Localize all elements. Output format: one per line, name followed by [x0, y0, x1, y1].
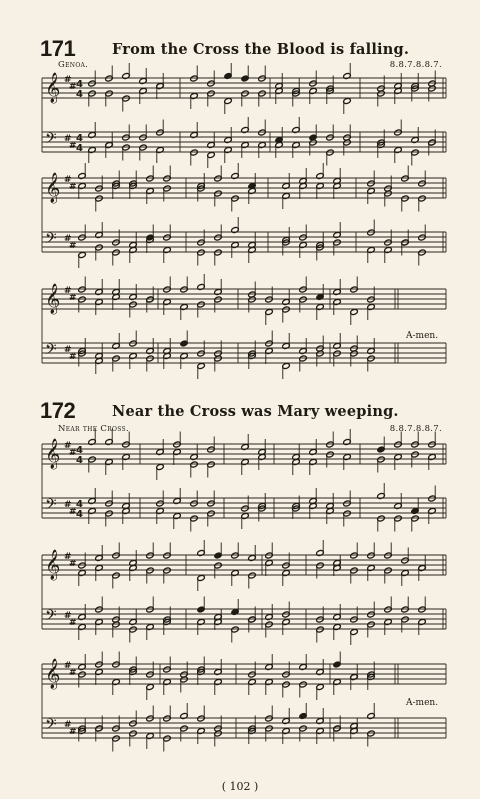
treble-clef-icon: 𝄞 — [45, 173, 61, 203]
meter: 8.8.7.8.8.7. — [389, 424, 442, 434]
sharp-icon: # — [69, 559, 77, 569]
treble-clef-icon: 𝄞 — [45, 659, 61, 689]
sharp-icon: # — [69, 668, 77, 678]
sharp-icon: # — [64, 441, 72, 451]
sharp-icon: # — [64, 552, 72, 562]
hymn-title: From the Cross the Blood is falling. — [112, 41, 410, 58]
hymn-title: Near the Cross was Mary weeping. — [112, 403, 399, 420]
sharp-icon: # — [69, 352, 77, 362]
meter: 8.8.7.8.8.7. — [389, 60, 442, 70]
page-number: ( 102 ) — [221, 780, 259, 793]
sharp-icon: # — [64, 500, 72, 510]
treble-clef-icon: 𝄞 — [45, 284, 61, 314]
sharp-icon: # — [64, 234, 72, 244]
sharp-icon: # — [69, 82, 77, 92]
sharp-icon: # — [64, 134, 72, 144]
sharp-icon: # — [69, 507, 77, 517]
hymn-number: 172 — [40, 398, 76, 423]
sharp-icon: # — [64, 345, 72, 355]
time-signature: 4 — [76, 133, 83, 144]
time-signature: 4 — [76, 445, 83, 456]
sharp-icon: # — [69, 241, 77, 251]
time-signature: 4 — [76, 79, 83, 90]
amen-label-172: A-men. — [406, 698, 439, 708]
bass-clef-icon: 𝄢 — [45, 341, 57, 362]
tune-name: Near the Cross. — [58, 424, 129, 434]
amen-label-171: A-men. — [406, 331, 439, 341]
sharp-icon: # — [69, 293, 77, 303]
treble-clef-icon: 𝄞 — [45, 439, 61, 469]
sharp-icon: # — [69, 448, 77, 458]
sharp-icon: # — [64, 611, 72, 621]
sharp-icon: # — [69, 182, 77, 192]
bass-clef-icon: 𝄢 — [45, 230, 57, 251]
sharp-icon: # — [64, 286, 72, 296]
bass-clef-icon: 𝄢 — [45, 716, 57, 737]
treble-clef-icon: 𝄞 — [45, 73, 61, 103]
sharp-icon: # — [69, 727, 77, 737]
treble-clef-icon: 𝄞 — [45, 550, 61, 580]
bass-clef-icon: 𝄢 — [45, 496, 57, 517]
bass-clef-icon: 𝄢 — [45, 130, 57, 151]
sharp-icon: # — [69, 141, 77, 151]
tune-name: Genoa. — [58, 60, 89, 70]
time-signature: 4 — [76, 89, 83, 100]
sharp-icon: # — [69, 618, 77, 628]
bass-clef-icon: 𝄢 — [45, 607, 57, 628]
time-signature: 4 — [76, 143, 83, 154]
sharp-icon: # — [64, 175, 72, 185]
sharp-icon: # — [64, 720, 72, 730]
hymn-number: 171 — [40, 36, 76, 61]
time-signature: 4 — [76, 509, 83, 520]
sharp-icon: # — [64, 75, 72, 85]
sharp-icon: # — [64, 661, 72, 671]
time-signature: 4 — [76, 499, 83, 510]
time-signature: 4 — [76, 455, 83, 466]
